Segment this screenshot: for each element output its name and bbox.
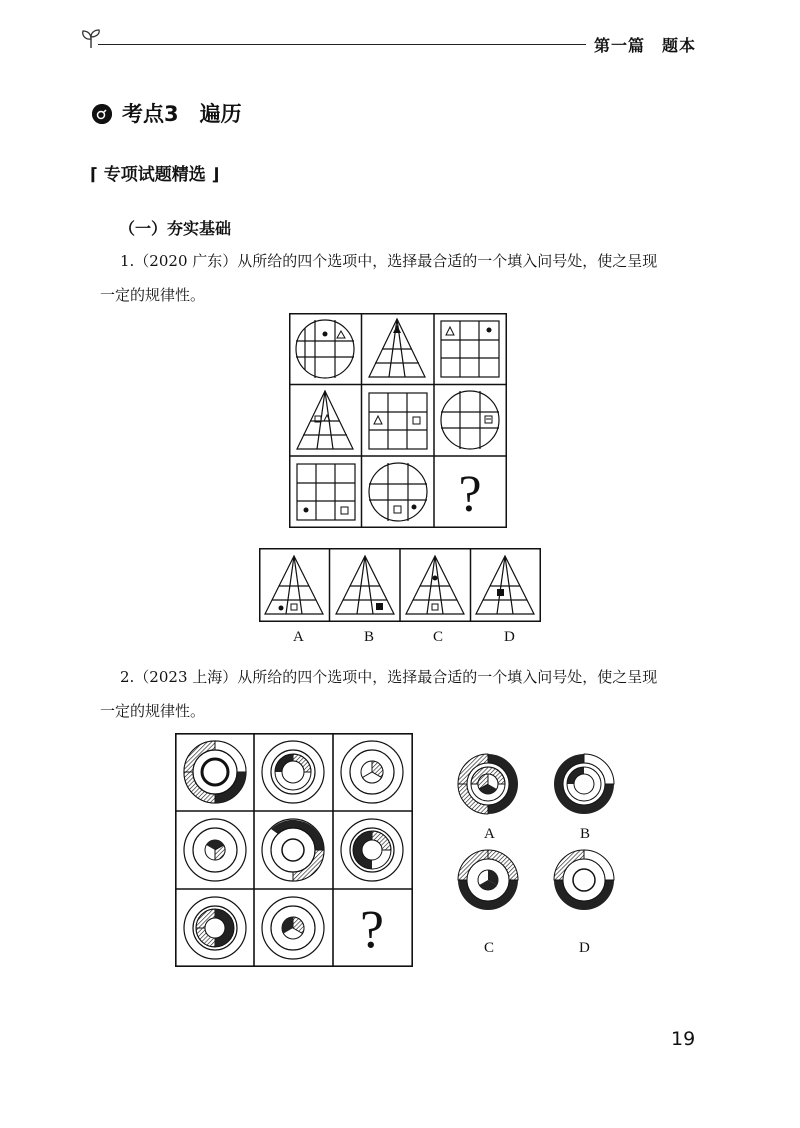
question-2-options bbox=[455, 753, 625, 923]
q2-option-b-label[interactable]: B bbox=[580, 826, 591, 842]
question-1-options bbox=[259, 548, 541, 622]
block-close-bracket: ⌋ bbox=[211, 165, 220, 185]
q1-cell-circle bbox=[296, 320, 354, 378]
sprout-icon bbox=[80, 28, 102, 54]
question-1-line2: 一定的规律性。 bbox=[100, 286, 206, 304]
subsection-title: （一）夯实基础 bbox=[119, 219, 232, 238]
block-title bbox=[90, 160, 219, 185]
header-title: 第一篇 题本 bbox=[594, 36, 697, 55]
question-1-qmark: ? bbox=[458, 466, 482, 523]
q1-option-c-label[interactable]: C bbox=[433, 629, 444, 645]
question-1 bbox=[100, 244, 690, 312]
q1-option-b-label[interactable]: B bbox=[364, 629, 375, 645]
option-c-figure bbox=[406, 556, 464, 614]
option-b-rings bbox=[554, 754, 614, 814]
option-a-rings bbox=[458, 754, 518, 814]
option-d-figure bbox=[476, 556, 534, 614]
section-title bbox=[92, 98, 242, 128]
q1-option-a-label[interactable]: A bbox=[293, 629, 304, 645]
question-2 bbox=[100, 660, 690, 728]
option-b-figure bbox=[336, 556, 394, 614]
q2-option-d-label[interactable]: D bbox=[579, 940, 590, 956]
option-d-rings bbox=[554, 850, 614, 910]
question-2-line2: 一定的规律性。 bbox=[100, 702, 206, 720]
question-2-qmark: ? bbox=[360, 899, 384, 959]
block-title-text: 专项试题精选 bbox=[103, 165, 206, 185]
block-open-bracket: ⌈ bbox=[90, 165, 98, 185]
q1-option-d-label[interactable]: D bbox=[504, 629, 515, 645]
page-number: 19 bbox=[671, 1028, 696, 1050]
header-rule bbox=[98, 44, 586, 45]
section-title-text: 考点3 遍历 bbox=[122, 102, 242, 126]
q2-option-c-label[interactable]: C bbox=[484, 940, 495, 956]
option-c-rings bbox=[458, 850, 518, 910]
question-2-puzzle-grid bbox=[175, 733, 413, 967]
option-a-figure bbox=[265, 556, 323, 614]
q2-option-a-label[interactable]: A bbox=[484, 826, 495, 842]
question-2-line1: 2.（2023 上海）从所给的四个选项中，选择最合适的一个填入问号处，使之呈现 bbox=[120, 668, 658, 686]
q2-cell-rings bbox=[184, 741, 246, 803]
question-1-line1: 1.（2020 广东）从所给的四个选项中，选择最合适的一个填入问号处，使之呈现 bbox=[120, 252, 658, 270]
section-bullet-icon bbox=[92, 104, 112, 124]
question-1-puzzle-grid bbox=[289, 313, 507, 528]
